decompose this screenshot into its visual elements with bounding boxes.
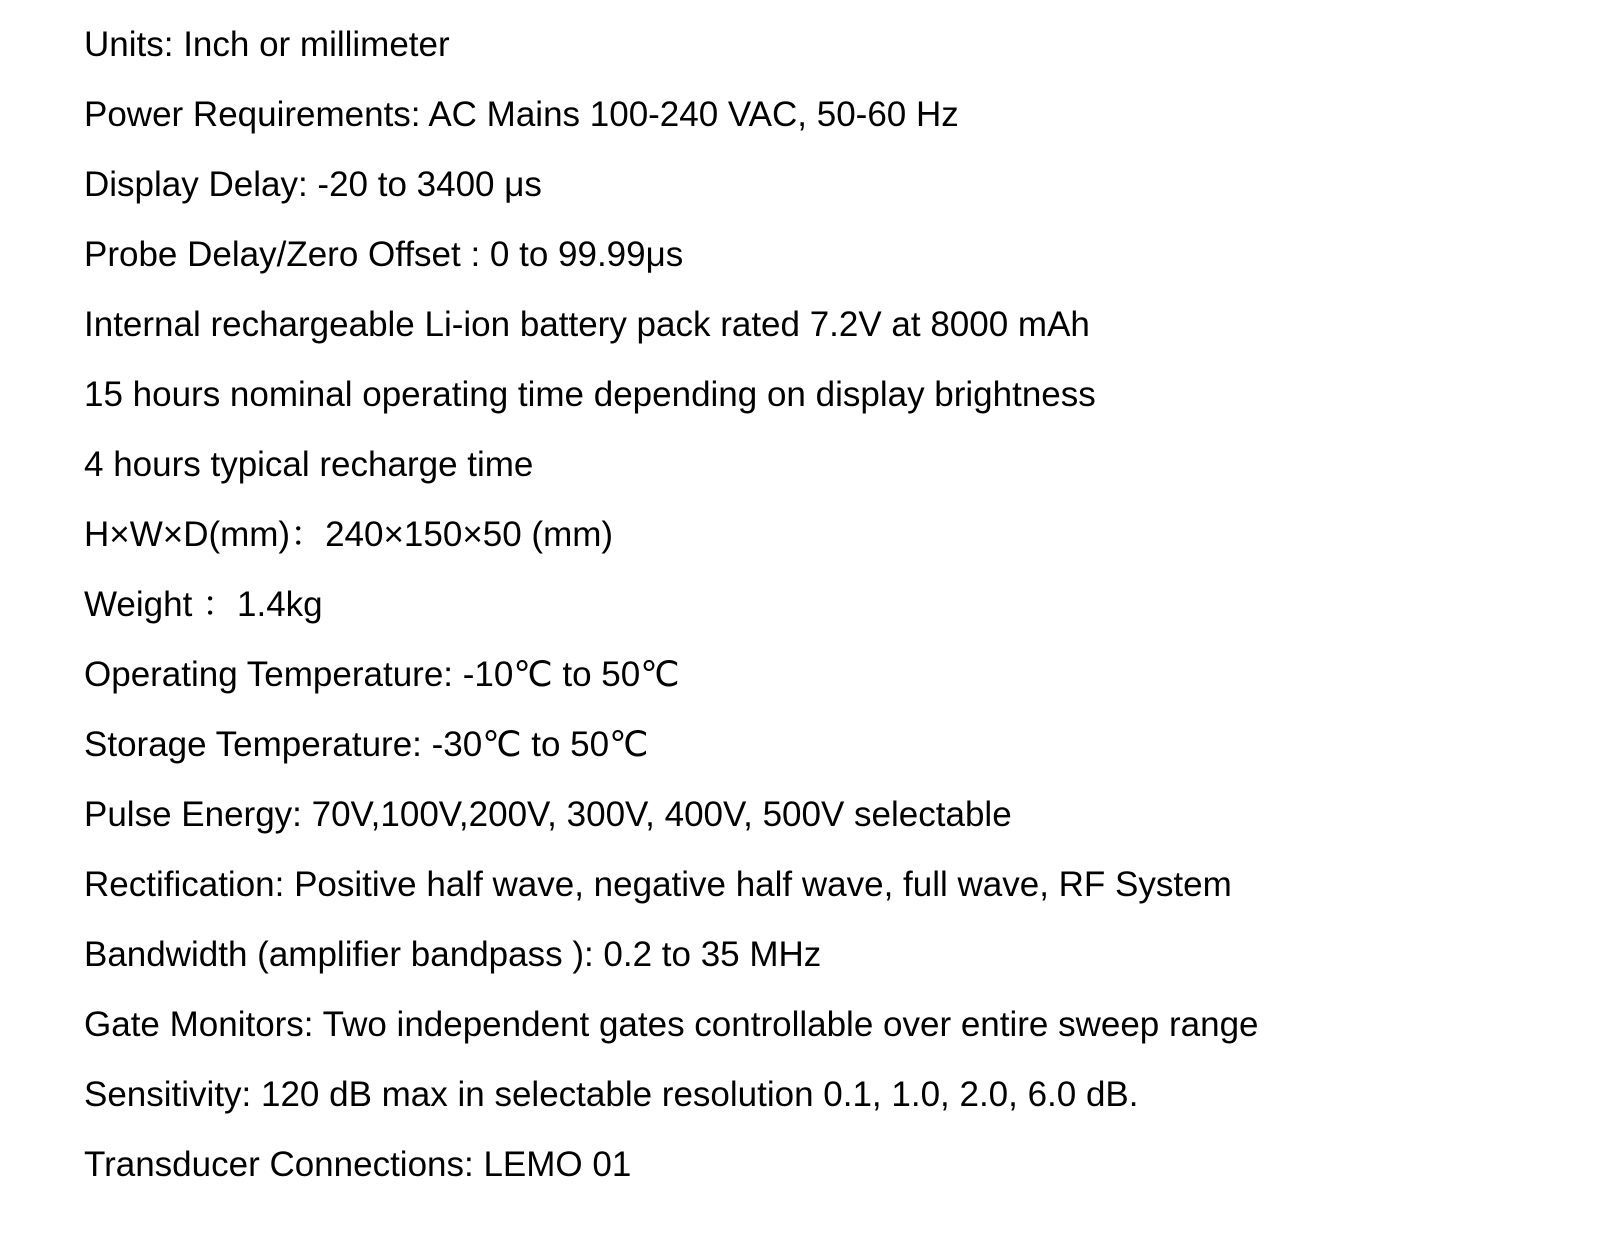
spec-power-requirements: Power Requirements: AC Mains 100-240 VAC, 50-60 Hz <box>84 95 959 134</box>
spec-units: Units: Inch or millimeter <box>84 25 450 64</box>
spec-pulse-energy: Pulse Energy: 70V,100V,200V, 300V, 400V, 500V selectable <box>84 795 1012 834</box>
spec-display-delay: Display Delay: -20 to 3400 μs <box>84 165 542 204</box>
spec-rectification: Rectification: Positive half wave, negative half wave, full wave, RF System <box>84 865 1232 904</box>
spec-probe-delay: Probe Delay/Zero Offset : 0 to 99.99μs <box>84 235 684 274</box>
specification-list <box>84 10 1259 1200</box>
spec-sensitivity: Sensitivity: 120 dB max in selectable resolution 0.1, 1.0, 2.0, 6.0 dB. <box>84 1075 1139 1114</box>
spec-storage-temperature: Storage Temperature: -30℃ to 50℃ <box>84 725 649 764</box>
spec-battery: Internal rechargeable Li-ion battery pack rated 7.2V at 8000 mAh <box>84 305 1090 344</box>
spec-transducer-connections: Transducer Connections: LEMO 01 <box>84 1145 632 1184</box>
spec-gate-monitors: Gate Monitors: Two independent gates controllable over entire sweep range <box>84 1005 1259 1044</box>
spec-recharge-time: 4 hours typical recharge time <box>84 445 534 484</box>
spec-operating-temperature: Operating Temperature: -10℃ to 50℃ <box>84 655 680 694</box>
spec-weight: Weight ：1.4kg <box>84 585 323 624</box>
spec-operating-time: 15 hours nominal operating time depending on display brightness <box>84 375 1096 414</box>
spec-bandwidth: Bandwidth (amplifier bandpass ): 0.2 to 35 MHz <box>84 935 822 974</box>
spec-dimensions: H×W×D(mm)：240×150×50 (mm) <box>84 515 614 554</box>
